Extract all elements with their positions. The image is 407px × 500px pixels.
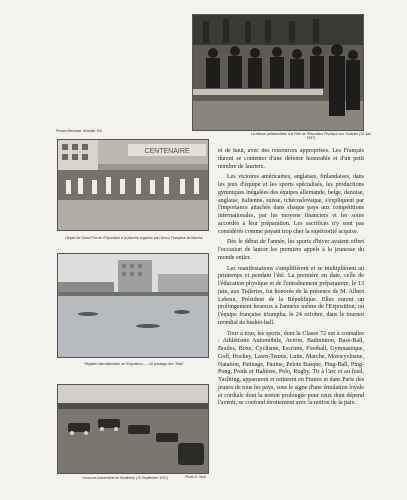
article-text-column [218,148,364,498]
photo-regates-image [58,254,209,358]
photo-concours-image [58,385,209,474]
photo-credit-top: Photos Meurisse, Mondial, Rol [56,129,102,133]
photo-concours-auto [57,384,209,474]
caption-depart: Départ du Grand Prix de l'Exposition à la Marche organisé par l'Union Française de Marche [65,236,203,240]
photo-regates [57,253,209,358]
photo-tribune-image [193,15,364,131]
paragraph-1: et de haut, avec des ressources appropriées. Les Français durent se contenter d'une défense honorable et d'un petit nombre de lauriers. [218,148,364,170]
centenaire-sign: CENTENAIRE [144,148,190,155]
paragraph-4: Les manifestations s'amplifièrent et se multiplièrent au printemps et pendant l'été. La première en date, celle de l'éducation physique et de l'entraînement préparatoire, le 13 juin, aux Tuileries, fut honorée de la présence de M. Albert Lebrun, Président de la République. Elles eurent un prolongement heureux à l'annexe même de l'Exposition, où l'équipe française triompha, le 24 octobre, dans le tournoi mondial de basket-ball. [218,265,364,326]
photo-depart-image [58,140,209,231]
paragraph-5: Tour à tour, les sports, dont la Classe 72 eut à connaître : Athlétisme Automobile, Aviron, Badminton, Base-Ball, Boules, Boxe, Cyclisme, Escrime, Football, Gymnastique, Golf, Hockey, Lawn-Tennis, Lutte, Marche, Motocyclisme, Natation, Patinage, Paume, Pelote Basque, Ping-Ball, Ping-Pong, Poids et Haltères, Polo, Rugby, Tir à l'arc et au fusil, Yachting, apparurent et retinrent en France et dans Paris des jeunes de tous les pays, sous le signe d'une émulation loyale et cordiale dont la notion prolongée pour ceux dont dépend l'avenir, se confond étroitement avec la notion de la paix. [218,330,364,407]
caption-tribune: La tribune présidentielle à la Fête de l'Éducation Physique aux Tuileries (13 Juin 1937) [250,132,372,141]
paragraph-3: Dès le début de l'année, les sports d'hiver avaient offert l'occasion de lancer les premiers appels à la jeunesse du monde entier. [218,239,364,261]
photo-depart-marche [57,139,209,231]
caption-regates: Régates Internationales de l'Exposition. — Un passage des "Rats" [84,362,184,366]
paragraph-2: Les victoires américaines, anglaises, finlandaises, dans les jeux d'équipe et les sports spécialisés, les productions gymniques inégalées des équipes allemande, belge, danoise, anglaise, italienne, suisse, tchécoslovaque, s'expliquent par l'importance attachée dans chaque pays aux compétitions internationales, par les moyens financiers et les soins accordés à leur préparation. Les sacrifices n'y sont pas considérés comme payant trop cher la supériorité acquise. [218,174,364,235]
caption-concours: Concours Automobile de Monthléry (19 Septembre 1937) [82,476,168,480]
photo-tribune [192,14,364,131]
photo-credit-bottom: Photo G. Mori [185,475,206,479]
